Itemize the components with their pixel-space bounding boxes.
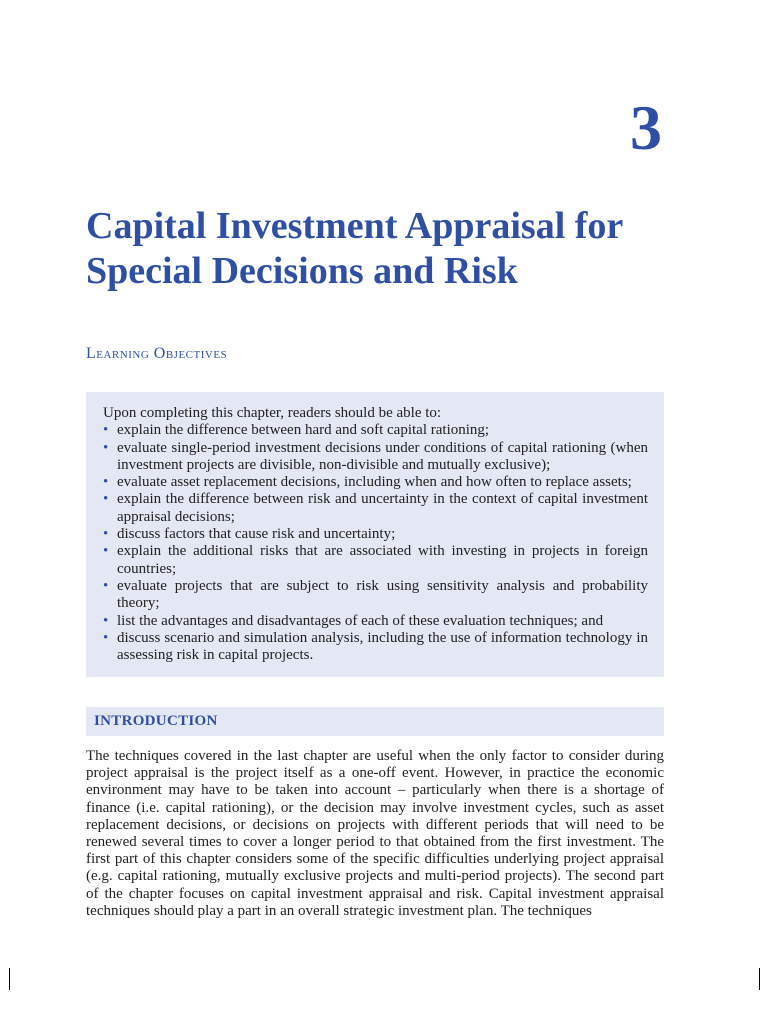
chapter-number: 3: [630, 92, 662, 163]
list-item-text: list the advantages and disadvantages of each of these evaluation techniques; and: [117, 612, 604, 629]
bullet-icon: •: [103, 629, 109, 646]
list-item-text: discuss factors that cause risk and uncertainty;: [117, 526, 396, 543]
bullet-icon: •: [103, 543, 109, 560]
list-item: [103, 613, 648, 630]
bullet-icon: •: [103, 526, 109, 543]
list-item: [103, 578, 648, 613]
list-item-text: evaluate asset replacement decisions, including when and how often to replace assets;: [117, 474, 632, 491]
bullet-icon: •: [103, 422, 109, 439]
list-item-text: explain the additional risks that are associated with investing in projects in foreign countries;: [117, 543, 648, 577]
list-item: [103, 630, 648, 665]
list-item: [103, 422, 648, 439]
list-item-text: explain the difference between risk and uncertainty in the context of capital investment appraisal decisions;: [117, 491, 648, 525]
bullet-icon: •: [103, 577, 109, 594]
list-item: [103, 474, 648, 491]
crop-mark-right: [759, 968, 760, 990]
bullet-icon: •: [103, 439, 109, 456]
list-item-text: evaluate projects that are subject to risk using sensitivity analysis and probability theory;: [117, 577, 648, 612]
learning-objectives-intro: Upon completing this chapter, readers should be able to:: [103, 405, 442, 421]
list-item: [103, 491, 648, 526]
list-item-text: discuss scenario and simulation analysis, including the use of information technology in assessing risk in capital projects.: [117, 629, 648, 664]
learning-objectives-list: [103, 422, 648, 664]
crop-mark-left: [9, 968, 10, 990]
introduction-body: The techniques covered in the last chapter are useful when the only factor to consider during project appraisal is the project itself as a one-off event. However, in practice the economic environment may have to be taken into account – particularly when there is a shortage of finance (i.e. capital rationing), or the decision may involve investment cycles, such as asset replacement decisions, or decisions on projects with different periods that will need to be renewed several times to cover a longer period to that obtained from the first investment. The first part of this chapter considers some of the specific difficulties underlying project appraisal (e.g. capital rationing, mutually exclusive projects and multi-period projects). The second part of the chapter focuses on capital investment appraisal and risk. Capital investment appraisal techniques should play a part in an overall strategic investment plan. The techniques: [86, 748, 664, 919]
list-item-text: evaluate single-period investment decisions under conditions of capital rationing (when investment projects are divisible, non-divisible and mutually exclusive);: [117, 439, 648, 473]
list-item: [103, 526, 648, 543]
introduction-heading-bar: [86, 707, 664, 736]
bullet-icon: •: [103, 474, 109, 491]
list-item: [103, 440, 648, 475]
bullet-icon: •: [103, 612, 109, 629]
introduction-heading: INTRODUCTION: [94, 713, 218, 729]
learning-objectives-box: [86, 392, 664, 677]
list-item-text: explain the difference between hard and soft capital rationing;: [117, 422, 490, 439]
list-item: [103, 543, 648, 578]
bullet-icon: •: [103, 491, 109, 508]
learning-objectives-heading: Learning Objectives: [86, 345, 228, 362]
chapter-title: Capital Investment Appraisal for Special Decisions and Risk: [86, 205, 623, 292]
